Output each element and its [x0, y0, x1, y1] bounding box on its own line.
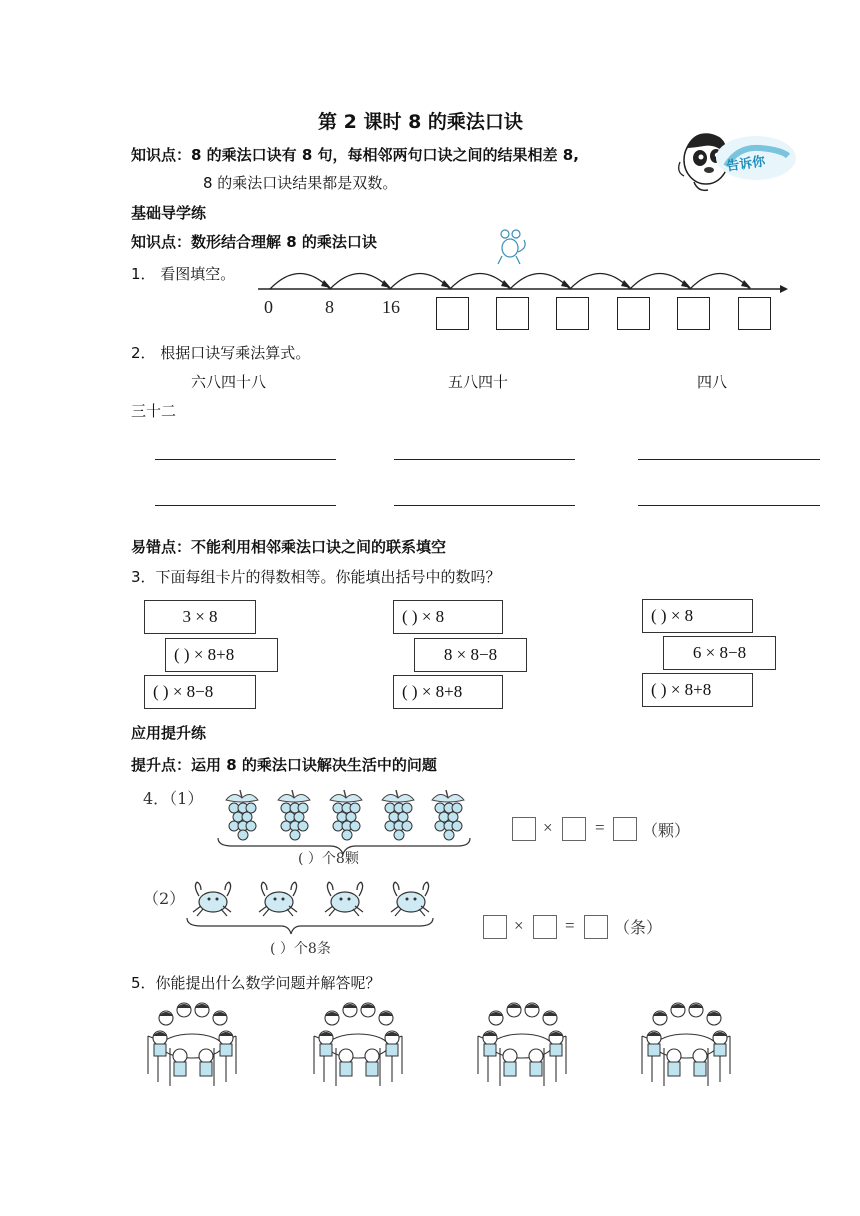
card[interactable]: ( ) × 8+8: [393, 675, 503, 709]
answer-box[interactable]: [436, 297, 469, 330]
formula-item-wrap: 三十二: [131, 402, 177, 420]
answer-line[interactable]: [155, 459, 336, 460]
answer-box[interactable]: [677, 297, 710, 330]
number-line: [250, 222, 790, 302]
unit-crabs: （条）: [614, 918, 663, 937]
answer-line[interactable]: [394, 459, 575, 460]
card[interactable]: ( ) × 8+8: [165, 638, 278, 672]
page-title: 第 2 课时 8 的乘法口诀: [318, 111, 523, 133]
formula-item: 四八: [697, 373, 728, 391]
knowledge-point-1: 知识点：数形结合理解 8 的乘法口诀: [131, 233, 377, 251]
formula-item: 六八四十八: [191, 373, 267, 391]
times-sign: ×: [514, 916, 524, 935]
card[interactable]: ( ) × 8+8: [642, 673, 753, 707]
answer-square[interactable]: [512, 817, 536, 841]
question-5-label: 5．你能提出什么数学问题并解答呢？: [131, 974, 381, 992]
knowledge-point-intro-2: 8 的乘法口诀结果都是双数。: [203, 174, 398, 192]
knowledge-point-intro: 知识点：8 的乘法口诀有 8 句，每相邻两句口诀之间的结果相差 8,: [131, 146, 579, 164]
number-line-label-16: 16: [382, 297, 400, 317]
answer-square[interactable]: [533, 915, 557, 939]
answer-box[interactable]: [556, 297, 589, 330]
question-2-label: 2． 根据口诀写乘法算式。: [131, 344, 311, 362]
card: 8 × 8−8: [414, 638, 527, 672]
answer-square[interactable]: [584, 915, 608, 939]
brace-label-crabs: ( ）个8条: [270, 941, 331, 957]
number-line-label-8: 8: [325, 297, 334, 317]
question-4-label: 4．（1）: [143, 789, 204, 808]
answer-line[interactable]: [394, 505, 575, 506]
answer-square[interactable]: [483, 915, 507, 939]
answer-box[interactable]: [496, 297, 529, 330]
improvement-point: 提升点：运用 8 的乘法口诀解决生活中的问题: [131, 756, 437, 774]
times-sign: ×: [543, 818, 553, 837]
brace-label-grapes: ( ）个8颗: [298, 851, 359, 867]
answer-square[interactable]: [613, 817, 637, 841]
card[interactable]: ( ) × 8−8: [144, 675, 256, 709]
answer-line[interactable]: [638, 505, 820, 506]
number-line-label-0: 0: [264, 297, 273, 317]
question-3-label: 3．下面每组卡片的得数相等。你能填出括号中的数吗？: [131, 568, 501, 586]
panda-mascot-icon: [676, 126, 798, 196]
equals-sign: =: [595, 818, 605, 837]
card: 6 × 8−8: [663, 636, 776, 670]
answer-box[interactable]: [738, 297, 771, 330]
answer-line[interactable]: [155, 505, 336, 506]
question-4-2-label: （2）: [143, 889, 186, 908]
formula-item: 五八四十: [448, 373, 509, 391]
mistake-point: 易错点：不能利用相邻乘法口诀之间的联系填空: [131, 538, 447, 556]
card: 3 × 8: [144, 600, 256, 634]
students-at-tables: [138, 996, 758, 1088]
question-1-label: 1． 看图填空。: [131, 265, 236, 283]
tell-you-badge: 告诉你: [725, 154, 767, 175]
mouse-icon: [498, 230, 525, 264]
unit-grapes: （颗）: [642, 821, 691, 840]
answer-square[interactable]: [562, 817, 586, 841]
answer-line[interactable]: [638, 459, 820, 460]
answer-box[interactable]: [617, 297, 650, 330]
equals-sign: =: [565, 916, 575, 935]
section-basic: 基础导学练: [131, 204, 207, 222]
card[interactable]: ( ) × 8: [393, 600, 503, 634]
section-apply: 应用提升练: [131, 724, 207, 742]
card[interactable]: ( ) × 8: [642, 599, 753, 633]
